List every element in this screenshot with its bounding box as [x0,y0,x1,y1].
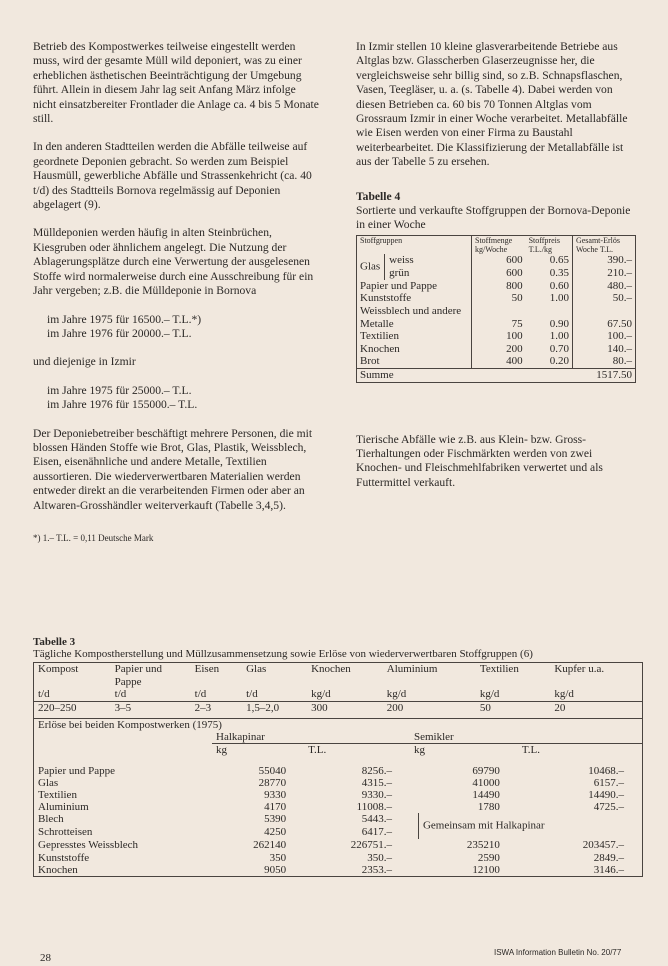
unit-header: kg [212,744,304,757]
cell: 5443.– [361,813,392,826]
table-row [357,254,635,267]
cell: 55040 [258,764,287,777]
cell: 75 [472,305,526,330]
cell: 6417.– [361,826,392,839]
bulletin-footer: ISWA Information Bulletin No. 20/77 [494,948,622,957]
cell: 0.35 [549,266,569,279]
table-header: Knochen [311,663,351,675]
cell: 600 [472,254,526,267]
cell: 200 [472,343,526,356]
table-header: Papier und Pappe [114,663,162,688]
paragraph: In den anderen Stadtteilen werden die Abfälle teilweise auf geordnete Deponien gebracht. So werden zum Beispiel Hausmüll, gewerbliche Abfälle und Strassenkehricht (ca. 40 t/d) des Stadtteils Bornova regelmässig auf Deponien abgelagert (9). [33,140,312,212]
cell: 4170 [264,801,287,814]
sum-row [357,369,635,382]
table-header: Eisen [194,663,220,675]
paragraph: Mülldeponien werden häufig in alten Steinbrüchen, Kiesgruben oder ähnlichem angelegt. Die Nutzung der Ablagerungsplätze durch eine Verwertung der ausgelesenen Stoffe wird normalerweise durch eine Ausschreibung für ein Jahr vergeben; z.B. die Mülldeponie in Bornova [33,226,314,298]
cell: 2–3 [191,701,242,714]
cell: 600 [472,267,526,280]
table-row [357,330,635,343]
cell: 0.20 [549,355,569,368]
table-row [357,355,635,368]
table-header: Gesamt-Erlös [572,236,635,245]
page-number: 28 [40,952,51,964]
row-label: Textilien [360,330,399,343]
table-unit: t/d [194,688,207,700]
table-unit: t/d [38,688,50,700]
table-row [357,292,635,305]
cell: 1.00 [549,292,569,305]
row-group: Glas [360,260,381,273]
table-row [34,777,642,789]
row-label: Knochen [360,342,400,355]
cell: 67.50 [572,305,635,330]
table3-title: Tägliche Kompostherstellung und Müllzusammensetzung sowie Erlöse von wiederverwertbaren Stoffgruppen (6) [33,648,533,660]
row-label: Papier und Pappe [360,279,437,292]
table-row [34,813,642,826]
cell: 400 [472,355,526,368]
table-row [34,801,642,813]
cell: 390.– [572,254,635,267]
table-header: Kupfer u.a. [554,663,605,675]
price-line: im Jahre 1976 für 155000.– T.L. [47,398,198,412]
paragraph: und diejenige in Izmir [33,355,136,369]
cell: 480.– [572,280,635,293]
cell: 12100 [472,863,500,876]
brace [418,813,419,839]
cell: 203457.– [582,839,624,852]
cell: 50.– [572,292,635,305]
table4-label: Tabelle 4 [356,189,401,203]
table-header: Stoffgruppen [360,235,403,245]
cell: 220–250 [34,701,111,714]
table4-caption [356,190,637,233]
cell: 3–5 [111,701,191,714]
row-label: Knochen [38,863,78,876]
row-label: Glas [38,776,59,789]
row-label: Kunststoffe [38,851,90,864]
table-header: Aluminium [386,663,438,675]
table-row [34,864,642,876]
row-label: Brot [360,355,380,368]
table3-section [33,636,643,877]
gemeinsam-note: Gemeinsam mit Halkapinar [422,819,545,832]
cell: 11008.– [356,801,392,814]
table-header: Kompost [38,663,79,675]
erloese-title: Erlöse bei beiden Kompostwerken (1975) [38,719,222,731]
table-unit: kg/d [386,688,407,700]
table-row [34,839,642,851]
table-row [357,343,635,356]
cell: 10468.– [588,764,624,777]
cell: 350 [269,851,287,864]
row-label: Schrotteisen [38,826,93,839]
price-line: im Jahre 1976 für 20000.– T.L. [47,326,192,340]
unit-header: T.L. [518,744,642,757]
row-label: weiss [389,254,414,267]
table3-label: Tabelle 3 [33,636,76,648]
cell: 41000 [472,776,500,789]
right-column [356,40,637,504]
cell: 2353.– [361,863,392,876]
cell: 50 [472,292,526,305]
table-header: Stoffmenge [472,236,526,245]
row-label: Papier und Pappe [38,764,115,777]
paragraph: In Izmir stellen 10 kleine glasverarbeitende Betriebe aus Altglas bzw. Glasscherben Glaserzeugnisse her, die vergleichsweise sehr billig sind, so z.B. Schnapsflaschen, Vasen, Teegläser, u. a. (s. Tabelle 4). Dabei werden von diesen Betrieben ca. 60 bis 70 Tonnen Altglas vom Grossraum Izmir in einer Woche verarbeitet. Metallabfälle wie Eisen werden von einer Firma zu Baustahl weiterbearbeitet. Die Klassifizierung der Metallabfälle ist aus der Tabelle 5 zu ersehen. [356,40,628,169]
table-unit: kg/Woche [472,245,526,254]
cell: 14490 [472,789,500,802]
cell: 0.90 [549,317,569,330]
cell: 4250 [264,826,287,839]
table4-title: Sortierte und verkaufte Stoffgruppen der Bornova-Deponie in einer Woche [356,204,631,232]
table4 [356,235,636,383]
row-label: Weissblech und andere Metalle [360,305,462,330]
table-unit: t/d [114,688,127,700]
table-row [357,280,635,293]
cell: 9330.– [361,789,392,802]
table-row [34,765,642,777]
table-unit: t/d [246,688,258,700]
cell: 262140 [253,839,287,852]
cell: 14490.– [588,789,624,802]
cell: 210.– [572,267,635,280]
left-column [33,40,321,545]
table-row [34,852,642,864]
row-label: Kunststoffe [360,292,412,305]
price-line: im Jahre 1975 für 25000.– T.L. [47,383,192,397]
table-unit: kg/d [311,688,331,700]
brace [384,254,385,280]
cell: 1.00 [549,330,569,343]
cell: 80.– [572,355,635,368]
paragraph: Der Deponiebetreiber beschäftigt mehrere Personen, die mit blossen Händen Stoffe wie Brot, Glas, Plastik, Weissblech, Eisen, eisenähnliche und andere Metalle, Textilien aussortieren. Die wiederverwertbaren Materialien werden entweder direkt an die verarbeitenden Firmen oder aber an Altwaren-Grosshändler weiterverkauft (Tabelle 3,4,5). [33,426,313,512]
cell: 1780 [477,801,500,814]
cell: 20 [550,701,642,714]
sum-label: Summe [357,369,472,382]
cell: 235210 [466,839,500,852]
table-row [34,789,642,801]
cell: 0.60 [549,279,569,292]
table-header: Glas [246,663,267,675]
table-unit: kg/d [554,688,574,700]
cell: 8256.– [361,764,392,777]
row-label: grün [389,266,410,279]
cell: 800 [472,280,526,293]
cell: 9330 [264,789,287,802]
unit-header: T.L. [304,744,410,757]
table-header: Stoffpreis [528,235,560,245]
row-label: Textilien [38,789,77,802]
cell: 5390 [264,813,287,826]
cell: 3146.– [593,863,624,876]
paragraph: Tierische Abfälle wie z.B. aus Klein- bzw. Gross-Tierhaltungen oder Fischmärkten werden von zwei Knochen- und Fleischmehlfabriken verwertet und als Futtermittel verkauft. [356,432,603,489]
cell: 4315.– [361,776,392,789]
unit-header: kg [410,744,518,757]
cell: 50 [476,701,550,714]
table-unit: Woche T.L. [572,245,635,254]
cell: 100 [472,330,526,343]
cell: 200 [383,701,476,714]
table-unit: T.L./kg [528,244,552,254]
cell: 0.70 [549,342,569,355]
cell: 4725.– [593,801,624,814]
row-label: Gepresstes Weissblech [38,839,139,852]
table3 [33,662,643,877]
cell: 100.– [572,330,635,343]
group-header: Halkapinar [216,731,265,744]
group-header: Semikler [413,731,454,744]
cell: 69790 [472,764,500,777]
cell: 0.65 [549,253,569,266]
cell: 350.– [367,851,392,864]
table-unit: kg/d [479,688,500,700]
footnote: *) 1.– T.L. = 0,11 Deutsche Mark [33,532,154,543]
cell: 9050 [264,863,287,876]
row-label: Aluminium [38,801,89,814]
cell: 226751.– [350,839,392,852]
cell: 140.– [572,343,635,356]
table-row [357,305,635,330]
cell: 2849.– [593,851,624,864]
cell: 1,5–2,0 [242,701,307,714]
paragraph: Betrieb des Kompostwerkes teilweise eingestellt werden muss, wird der gesamte Müll wild deponiert, was zu einer erheblichen ästhetischen Beeinträchtigung der Umgebung führt. Allein in diesem Jahr lag seit Anfang März infolge nicht einsatzbereiter Frontlader die Anlage ca. 4 bis 5 Monate still. [33,40,319,126]
table-header: Textilien [479,663,519,675]
cell: 6157.– [593,776,624,789]
cell: 2590 [477,851,500,864]
cell: 28770 [258,776,287,789]
cell: 300 [307,701,383,714]
row-label: Blech [38,813,64,826]
sum-value: 1517.50 [572,369,635,382]
price-line: im Jahre 1975 für 16500.– T.L.*) [47,312,202,326]
